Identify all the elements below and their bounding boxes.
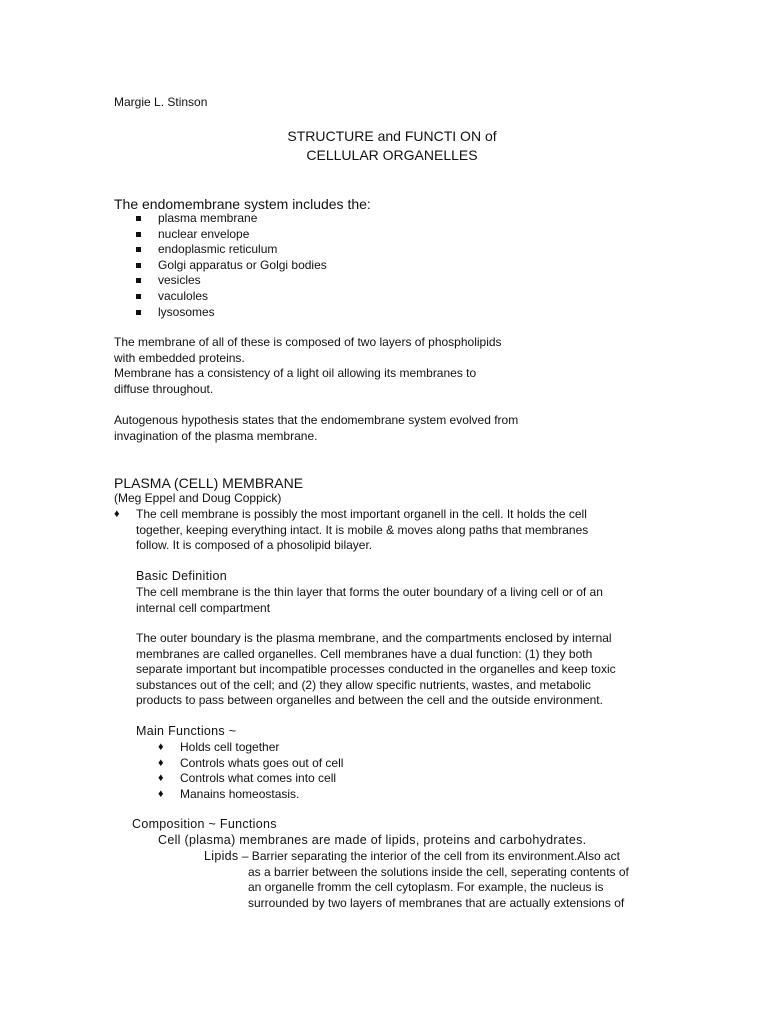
list-item: plasma membrane [132,211,327,227]
main-functions-heading: Main Functions ~ [136,724,237,738]
text-line: together, keeping everything intact. It is mobile & moves along paths that membranes [136,522,589,537]
diamond-bullet-icon: ♦ [114,508,120,520]
endomembrane-heading: The endomembrane system includes the: [114,196,371,212]
text-line: The cell membrane is possibly the most important organell in the cell. It holds the cell [136,507,587,521]
text-line: surrounded by two layers of membranes that are actually extensions of [248,895,625,910]
text-line: Membrane has a consistency of a light oil allowing its membranes to [114,366,477,381]
text-line: membranes are called organelles. Cell membranes have a dual function: (1) they both [136,646,593,661]
text-line: as a barrier between the solutions inside the cell, seperating contents of [248,864,629,879]
document-title [0,127,768,165]
plasma-intro [114,507,768,554]
list-item [158,787,343,803]
title-line-1: STRUCTURE and FUNCTI ON of [287,128,497,144]
list-item: vesicles [132,273,327,289]
list-item [158,756,343,772]
diamond-bullet-icon: ♦ [158,787,164,800]
text-line: invagination of the plasma membrane. [114,428,318,443]
text-line: substances out of the cell; and (2) they allow specific nutrients, wastes, and metabolic [136,677,591,692]
diamond-bullet-icon: ♦ [158,741,164,753]
list-item-label: Controls whats goes out of cell [180,755,344,770]
text-line: The membrane of all of these is composed of two layers of phospholipids [114,335,502,349]
membrane-paragraph [114,335,502,397]
autogenous-paragraph [114,413,518,444]
list-item: nuclear envelope [132,227,327,243]
title-line-2: CELLULAR ORGANELLES [306,147,478,163]
text-line: internal cell compartment [136,600,271,615]
basic-definition-heading: Basic Definition [136,569,227,583]
list-item: Golgi apparatus or Golgi bodies [132,258,327,274]
plasma-heading: PLASMA (CELL) MEMBRANE [114,475,304,491]
text-line: follow. It is composed of a phosolipid bilayer. [136,538,373,553]
lipids-label: Lipids [204,849,239,863]
text-line: with embedded proteins. [114,350,245,365]
composition-heading: Composition ~ Functions [132,817,277,831]
list-item: lysosomes [132,305,327,321]
list-item [158,740,343,756]
main-functions-list [158,740,343,802]
diamond-bullet-icon: ♦ [158,756,164,769]
author-name: Margie L. Stinson [114,95,208,109]
text-line: Autogenous hypothesis states that the endomembrane system evolved from [114,413,519,427]
lipids-paragraph [204,849,629,911]
list-item-label: Manains homeostasis. [180,786,300,801]
plasma-authors: (Meg Eppel and Doug Coppick) [114,491,282,505]
text-line: separate important but incompatible processes conducted in the organelles and keep toxic [136,662,616,677]
outer-boundary-paragraph [136,631,616,709]
text-line: The cell membrane is the thin layer that forms the outer boundary of a living cell or of an [136,585,603,599]
composition-text: Cell (plasma) membranes are made of lipids, proteins and carbohydrates. [158,833,587,847]
endomembrane-list [132,211,327,320]
text-line: diffuse throughout. [114,381,214,396]
text-line: an organelle fromm the cell cytoplasm. For example, the nucleus is [248,880,604,895]
text-line [204,849,629,865]
list-item-label: Controls what comes into cell [180,771,337,786]
list-item [158,771,343,787]
basic-definition-text [136,585,603,616]
text-line: The outer boundary is the plasma membrane, and the compartments enclosed by internal [136,631,612,645]
text-line: products to pass between organelles and between the cell and the outside environment. [136,693,603,708]
diamond-bullet-icon: ♦ [158,772,164,785]
lipids-text: – Barrier separating the interior of the cell from its environment.Also act [238,849,620,863]
list-item: endoplasmic reticulum [132,242,327,258]
list-item: vaculoles [132,289,327,305]
list-item-label: Holds cell together [180,740,280,754]
